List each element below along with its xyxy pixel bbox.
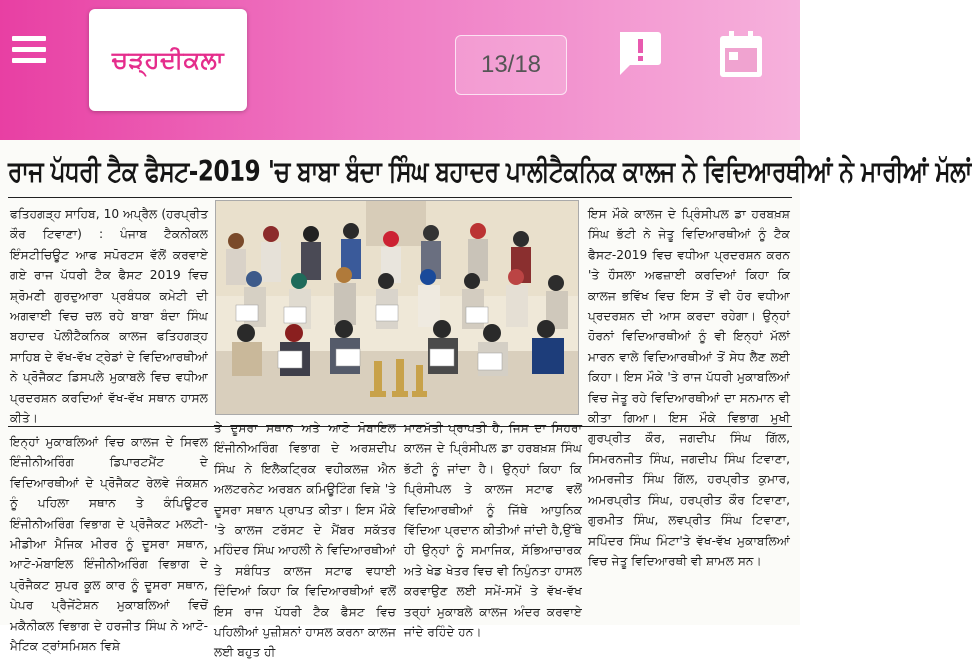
page-indicator[interactable]	[455, 35, 567, 95]
feedback-button[interactable]	[614, 28, 664, 78]
news-clipping[interactable]	[0, 140, 972, 660]
article-column-1-top	[10, 204, 208, 426]
logo[interactable]	[89, 9, 247, 111]
article-paragraph: ਤੇ ਦੂਸਰਾ ਸਥਾਨ ਅਤੇ ਆਟੋ ਮੋਬਾਇਲ ਇੰਜੀਨੀਅਰਿੰਗ ਵਿਭਾਗ ਦੇ ਅਰਸ਼ਦੀਪ ਸਿੰਘ ਨੇ ਇਲੈਕਟ੍ਰਿਕ ਵਹੀਕਲਜ਼ ਐਨ ਅਲਟਰਨੇਟ ਅਰਬਨ ਕਮਿਊਟਿੰਗ ਵਿਸ਼ੇ 'ਤੇ ਦੂਸਰਾ ਸਥਾਨ ਪ੍ਰਾਪਤ ਕੀਤਾ। ਇਸ ਮੌਕੇ 'ਤੇ ਕਾਲਜ ਟਰੱਸਟ ਦੇ ਮੈਂਬਰ ਸਕੱਤਰ ਮਹਿੰਦਰ ਸਿੰਘ ਆਹਲੀ ਨੇ ਵਿਦਿਆਰਥੀਆਂ ਤੇ ਸਬੰਧਿਤ ਕਾਲਜ ਸਟਾਫ ਵਧਾਈ ਦਿੰਦਿਆਂ ਕਿਹਾ ਕਿ ਵਿਦਿਆਰਥੀਆਂ ਵਲੋਂ ਇਸ ਰਾਜ ਪੱਧਰੀ ਟੈਕ ਫੈਸਟ ਵਿਚ ਪਹਿਲੀਆਂ ਪੁਜ਼ੀਸ਼ਨਾਂ ਹਾਸਲ ਕਰਨਾ ਕਾਲਜ ਲਈ ਬਹੁਤ ਹੀ	[214, 421, 396, 660]
menu-icon-bar	[12, 47, 46, 52]
menu-button[interactable]	[12, 36, 46, 70]
article-paragraph: ਇਸ ਮੌਕੇ ਕਾਲਜ ਦੇ ਪ੍ਰਿੰਸੀਪਲ ਡਾ ਹਰਬਖ਼ਸ਼ ਸਿੰਘ ਭੱਟੀ ਨੇ ਜੇਤੂ ਵਿਦਿਆਰਥੀਆਂ ਨੂੰ ਟੈਕ ਫੈਸਟ-2019 ਵਿਚ ਵਧੀਆ ਪ੍ਰਦਰਸ਼ਨ ਕਰਨ 'ਤੇ ਹੌਸਲਾ ਅਫਜ਼ਾਈ ਕਰਦਿਆਂ ਕਿਹਾ ਕਿ ਕਾਲਜ ਭਵਿੱਖ ਵਿਚ ਇਸ ਤੋਂ ਵੀ ਹੋਰ ਵਧੀਆ ਪ੍ਰਦਰਸ਼ਨ ਦੀ ਆਸ ਕਰਦਾ ਰਹੇਗਾ। ਉਨ੍ਹਾਂ ਹੋਰਨਾਂ ਵਿਦਿਆਰਥੀਆਂ ਨੂੰ ਵੀ ਇਨ੍ਹਾਂ ਮੱਲਾਂ ਮਾਰਨ ਵਾਲੇ ਵਿਦਿਆਰਥੀਆਂ ਤੋਂ ਸੇਧ ਲੈਣ ਲਈ ਕਿਹਾ। ਇਸ ਮੌਕੇ 'ਤੇ ਰਾਜ ਪੱਧਰੀ ਮੁਕਾਬਲਿਆਂ ਵਿਚ ਜੇਤੂ ਰਹੇ ਵਿਦਿਆਰਥੀਆਂ ਦਾ ਸਨਮਾਨ ਵੀ ਕੀਤਾ ਗਿਆ। ਇਸ ਮੌਕੇ ਵਿਭਾਗ ਮੁਖੀ ਗੁਰਪ੍ਰੀਤ ਕੌਰ, ਜਗਦੀਪ ਸਿੰਘ ਗਿੱਲ, ਸਿਮਰਨਜੀਤ ਸਿੰਘ, ਜਗਦੀਪ ਸਿੰਘ ਟਿਵਾਣਾ, ਅਮਰਜੀਤ ਸਿੰਘ ਗਿੱਲ, ਹਰਪ੍ਰੀਤ ਕੁਮਾਰ, ਅਮਰਪ੍ਰੀਤ ਸਿੰਘ, ਹਰਪ੍ਰੀਤ ਕੌਰ ਟਿਵਾਣਾ, ਗੁਰਮੀਤ ਸਿੰਘ, ਲਵਪ੍ਰੀਤ ਸਿੰਘ ਟਿਵਾਣਾ, ਸਪਿੰਦਰ ਸਿੰਘ ਮਿੰਟਾ'ਤੇ ਵੱਖ-ਵੱਖ ਮੁਕਾਬਲਿਆਂ ਵਿਚ ਜੇਤੂ ਵਿਦਿਆਰਥੀ ਵੀ ਸ਼ਾਮਲ ਸਨ।	[588, 207, 790, 568]
article-paragraph: ਇਨ੍ਹਾਂ ਮੁਕਾਬਲਿਆਂ ਵਿਚ ਕਾਲਜ ਦੇ ਸਿਵਲ ਇੰਜੀਨੀਅਰਿੰਗ ਡਿਪਾਰਟਮੈਂਟ ਦੇ ਵਿਦਿਆਰਥੀਆਂ ਦੇ ਪ੍ਰੋਜੈਕਟ ਰੇਲਵੇ ਜੰਕਸ਼ਨ ਨੂੰ ਪਹਿਲਾ ਸਥਾਨ ਤੇ ਕੰਪਿਊਟਰ ਇੰਜੀਨੀਅਰਿੰਗ ਵਿਭਾਗ ਦੇ ਪ੍ਰੋਜੈਕਟ ਮਲਟੀ-ਮੀਡੀਆ ਮੈਜਿਕ ਮੀਰਰ ਨੂੰ ਦੂਸਰਾ ਸਥਾਨ, ਆਟੋ-ਮੋਬਾਇਲ ਇੰਜੀਨੀਅਰਿੰਗ ਵਿਭਾਗ ਦੇ ਪ੍ਰੋਜੈਕਟ ਸੁਪਰ ਕੂਲ ਕਾਰ ਨੂੰ ਦੂਸਰਾ ਸਥਾਨ, ਪੇਪਰ ਪ੍ਰੈਜੇਂਟੇਸ਼ਨ ਮੁਕਾਬਲਿਆਂ ਵਿਚੋਂ ਮਕੈਨੀਕਲ ਵਿਭਾਗ ਦੇ ਹਰਜੀਤ ਸਿੰਘ ਨੇ ਆਟੋ-ਮੈਟਿਕ ਟ੍ਰਾਂਸਮਿਸ਼ਨ ਵਿਸ਼ੇ	[10, 435, 208, 654]
feedback-icon	[614, 28, 664, 78]
article-column-2	[214, 418, 396, 660]
logo-text: ਚੜ੍ਹਦੀਕਲਾ	[111, 46, 225, 74]
article-column-1-bottom	[10, 432, 208, 654]
calendar-icon	[716, 30, 766, 80]
app-bar	[0, 0, 800, 140]
article-paragraph: ਮਾਣਮੱਤੀ ਪ੍ਰਾਪਤੀ ਹੈ, ਜਿਸ ਦਾ ਸਿਹਰਾ ਕਾਲਜ ਦੇ ਪ੍ਰਿੰਸੀਪਲ ਡਾ ਹਰਬਖ਼ਸ਼ ਸਿੰਘ ਭੱਟੀ ਨੂੰ ਜਾਂਦਾ ਹੈ। ਉਨ੍ਹਾਂ ਕਿਹਾ ਕਿ ਪ੍ਰਿੰਸੀਪਲ ਤੇ ਕਾਲਜ ਸਟਾਫ ਵਲੋਂ ਵਿਦਿਆਰਥੀਆਂ ਨੂੰ ਜਿੱਥੇ ਆਧੁਨਿਕ ਵਿੱਦਿਆ ਪ੍ਰਦਾਨ ਕੀਤੀਆਂ ਜਾਂਦੀ ਹੈ,ਉੱਥੇ ਹੀ ਉਨ੍ਹਾਂ ਨੂੰ ਸਮਾਜਿਕ, ਸੱਭਿਆਚਾਰਕ ਅਤੇ ਖੇਡ ਖੇਤਰ ਵਿਚ ਵੀ ਨਿਪੁੰਨਤਾ ਹਾਸਲ ਕਰਵਾਉਣ ਲਈ ਸਮੇਂ-ਸਮੇਂ ਤੇ ਵੱਖ-ਵੱਖ ਤਰ੍ਹਾਂ ਮੁਕਾਬਲੇ ਕਾਲਜ ਅੰਦਰ ਕਰਵਾਏ ਜਾਂਦੇ ਰਹਿੰਦੇ ਹਨ।	[404, 421, 582, 640]
headline-rule	[8, 197, 792, 198]
menu-icon	[12, 36, 46, 41]
article-column-4	[588, 204, 790, 618]
menu-icon-bar	[12, 58, 46, 63]
group-photo-image	[216, 201, 578, 414]
article-column-3	[404, 418, 582, 640]
calendar-button[interactable]	[716, 30, 766, 80]
article-headline: ਰਾਜ ਪੱਧਰੀ ਟੈਕ ਫੈਸਟ-2019 'ਚ ਬਾਬਾ ਬੰਦਾ ਸਿੰਘ ਬਹਾਦਰ ਪਾਲੀਟੈਕਨਿਕ ਕਾਲਜ ਨੇ ਵਿਦਿਆਰਥੀਆਂ ਨੇ ਮਾਰੀਆਂ ਮੱਲਾਂ	[8, 155, 972, 189]
article-paragraph: ਫਤਿਹਗੜ੍ਹ ਸਾਹਿਬ, 10 ਅਪ੍ਰੈਲ (ਹਰਪ੍ਰੀਤ ਕੌਰ ਟਿਵਾਣਾ) : ਪੰਜਾਬ ਟੈਕਨੀਕਲ ਇੰਸਟੀਚਿਊਟ ਆਫ ਸਪੋਰਟਸ ਵੱਲੋਂ ਕਰਵਾਏ ਗਏ ਰਾਜ ਪੱਧਰੀ ਟੈਕ ਫੈਸਟ 2019 ਵਿਚ ਸ਼੍ਰੋਮਣੀ ਗੁਰਦੁਆਰਾ ਪ੍ਰਬੰਧਕ ਕਮੇਟੀ ਦੀ ਅਗਵਾਈ ਵਿਚ ਚਲ ਰਹੇ ਬਾਬਾ ਬੰਦਾ ਸਿੰਘ ਬਹਾਦਰ ਪੋਲੀਟੈਕਨਿਕ ਕਾਲਜ ਫਤਿਹਗੜ੍ਹ ਸਾਹਿਬ ਦੇ ਵੱਖ-ਵੱਖ ਟ੍ਰੇਡਾਂ ਦੇ ਵਿਦਿਆਰਥੀਆਂ ਨੇ ਪ੍ਰੋਜੈਕਟ ਡਿਸਪਲੇ ਮੁਕਾਬਲੇ ਵਿਚ ਵਧੀਆ ਪ੍ਰਦਰਸ਼ਨ ਕਰਦਿਆਂ ਵੱਖ-ਵੱਖ ਸਥਾਨ ਹਾਸਲ ਕੀਤੇ।	[10, 207, 208, 426]
group-photo[interactable]	[215, 200, 579, 415]
page-indicator-text: 13/18	[480, 51, 542, 78]
